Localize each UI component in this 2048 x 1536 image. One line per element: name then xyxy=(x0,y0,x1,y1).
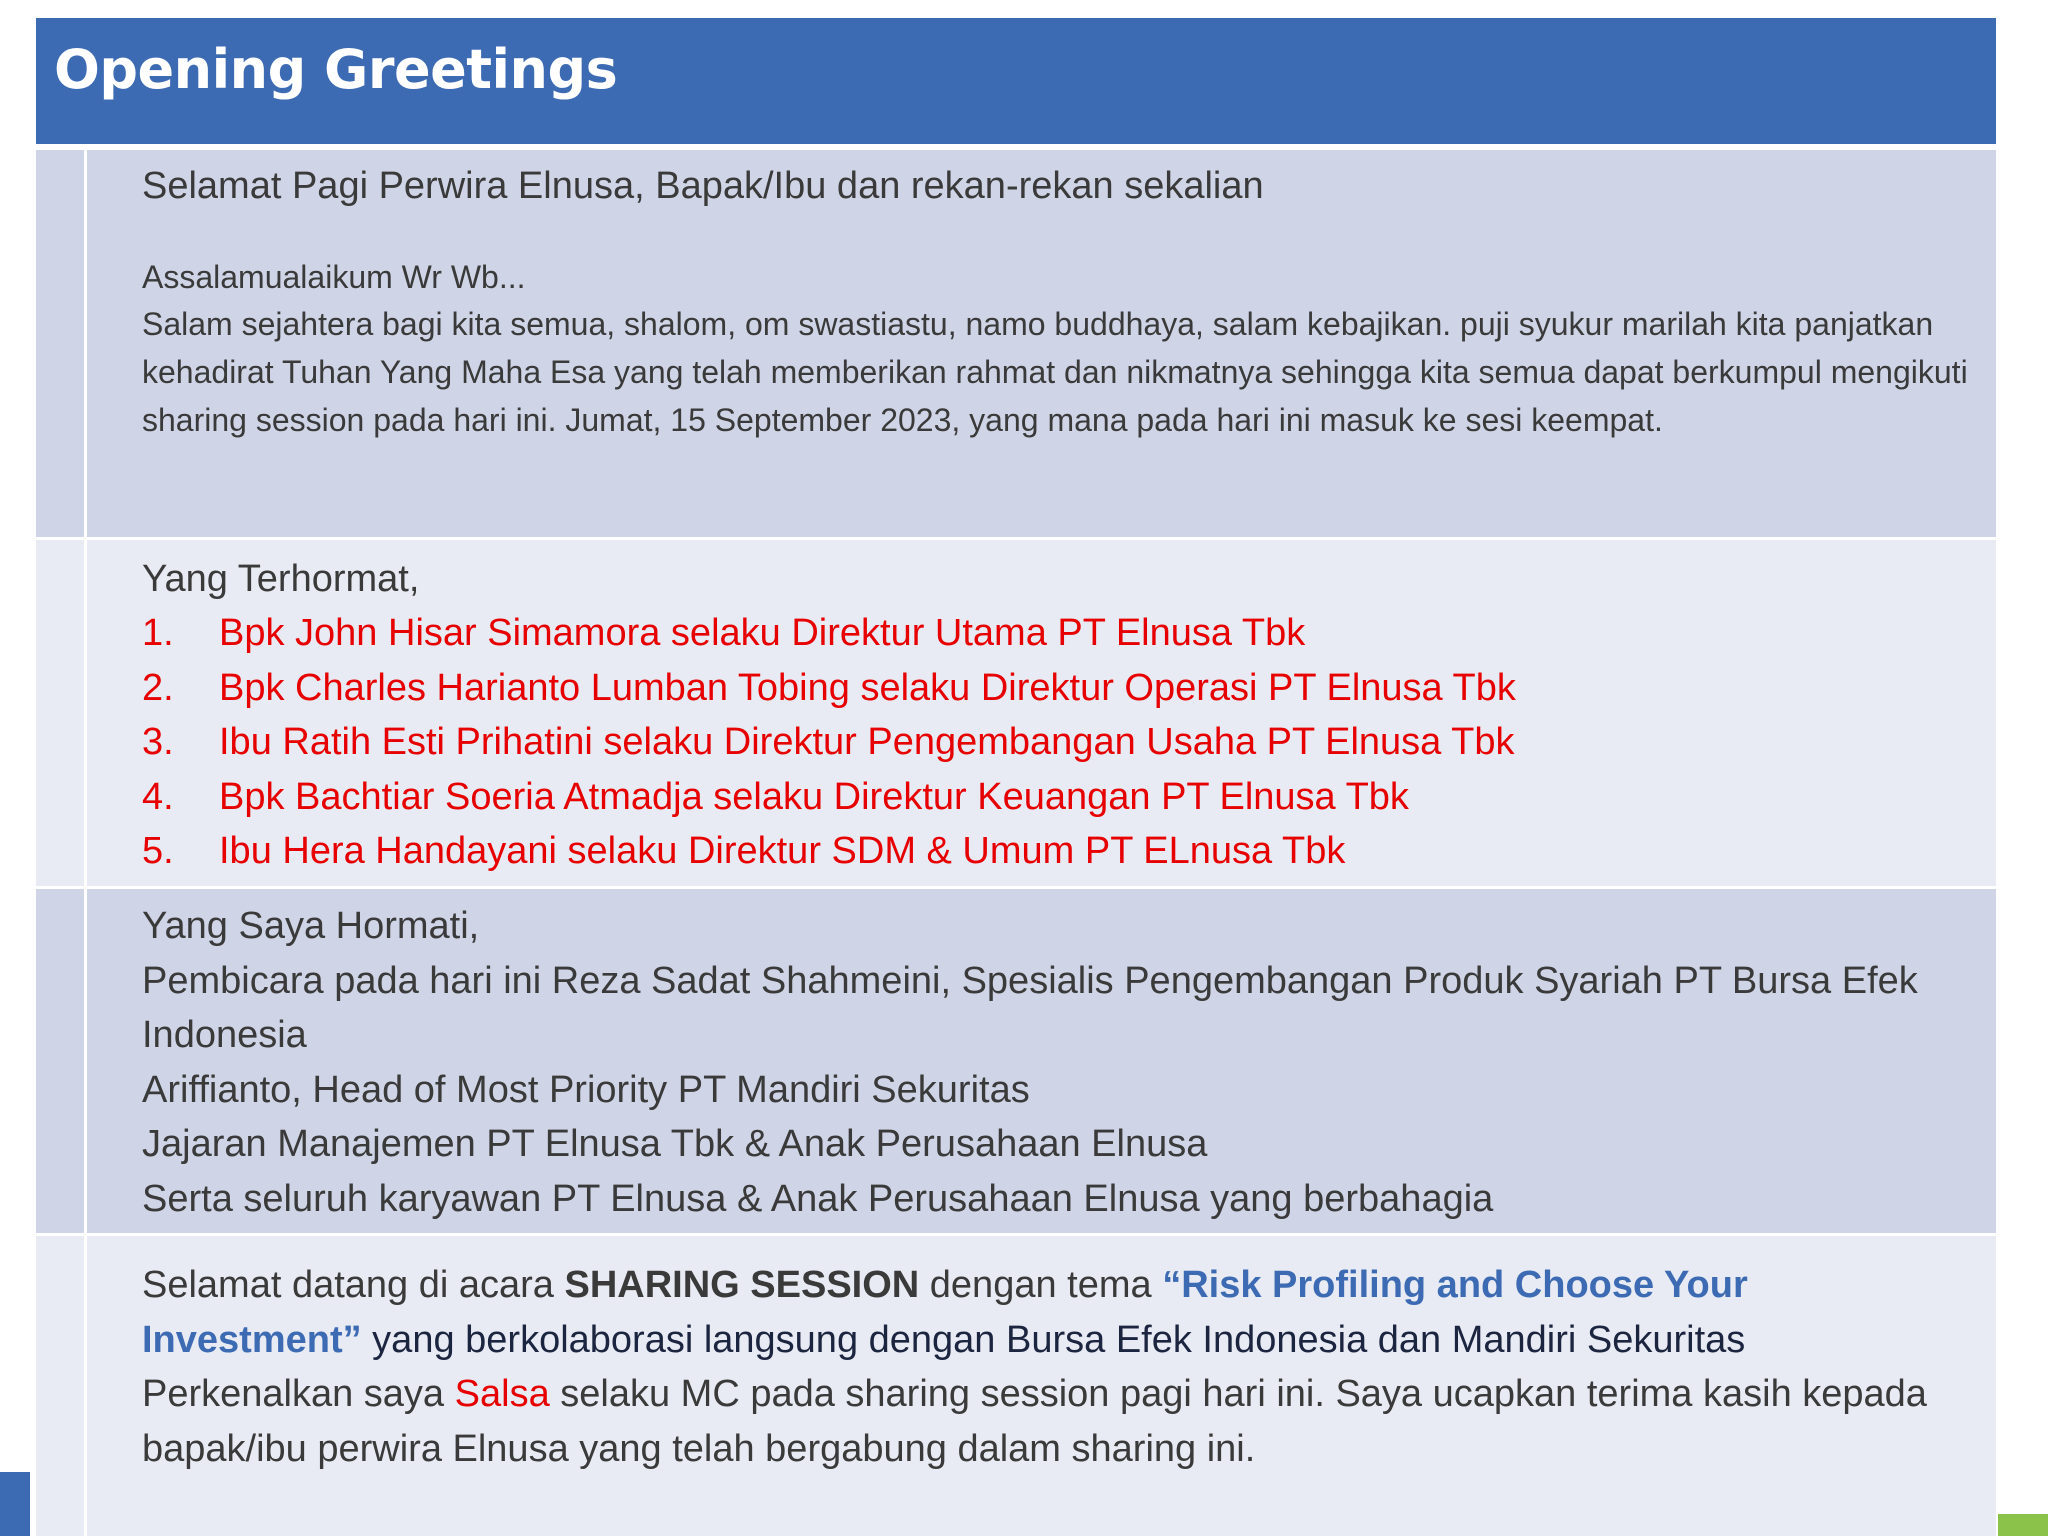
list-item xyxy=(142,606,1976,661)
respected-heading: Yang Saya Hormati, xyxy=(142,905,480,947)
theme-intro: dengan tema xyxy=(919,1264,1163,1306)
left-accent-bar xyxy=(0,1472,30,1536)
welcome-content xyxy=(84,1236,1996,1536)
respected-guests-content xyxy=(84,889,1996,1233)
list-text: Ibu Ratih Esti Prihatini selaku Direktur Pengembangan Usaha PT Elnusa Tbk xyxy=(219,721,1515,763)
section-gutter xyxy=(36,889,84,1233)
welcome-text: Selamat datang di acara xyxy=(142,1264,565,1306)
section-gutter xyxy=(36,150,84,537)
respected-guests-section xyxy=(36,889,1996,1233)
greeting-content xyxy=(84,150,1996,537)
slide-title: Opening Greetings xyxy=(54,38,618,101)
list-text: Bpk Charles Harianto Lumban Tobing selaku Direktur Operasi PT Elnusa Tbk xyxy=(219,666,1516,709)
event-name: SHARING SESSION xyxy=(564,1264,920,1306)
section-gutter xyxy=(36,1236,84,1536)
list-item xyxy=(142,715,1976,770)
welcome-section xyxy=(36,1236,1996,1536)
salam-paragraph: Salam sejahtera bagi kita semua, shalom, om swastiastu, namo buddhaya, salam kebajikan. puji syukur marilah kita panjatkan kehadirat Tuhan Yang Maha Esa yang telah memberikan rahmat dan nikmatnya sehingga kita semua dapat berkumpul mengikuti sharing session pada hari ini. Jumat, 15 September 2023, yang mana pada hari ini masuk ke sesi keempat. xyxy=(142,306,1968,438)
list-item xyxy=(142,824,1976,879)
list-number: 3. xyxy=(142,721,174,763)
list-number: 4. xyxy=(142,775,174,818)
event-theme: “Risk Profiling and Choose Your Investment” xyxy=(142,1264,1748,1361)
list-item xyxy=(142,661,1976,716)
speaker-line: Pembicara pada hari ini Reza Sadat Shahmeini, Spesialis Pengembangan Produk Syariah PT Bursa Efek Indonesia xyxy=(142,959,1918,1056)
list-number: 5. xyxy=(142,830,174,872)
directors-list xyxy=(142,606,1976,879)
list-text: Bpk Bachtiar Soeria Atmadja selaku Direktur Keuangan PT Elnusa Tbk xyxy=(219,775,1409,818)
list-item xyxy=(142,770,1976,825)
honored-guests-content xyxy=(84,540,1996,886)
honored-heading: Yang Terhormat, xyxy=(142,558,420,600)
list-number: 1. xyxy=(142,612,174,654)
intro-paragraph xyxy=(142,1367,1976,1476)
section-gutter xyxy=(36,540,84,886)
slide-header xyxy=(36,18,1996,144)
mc-name: Salsa xyxy=(454,1373,550,1415)
intro-suffix: selaku MC pada sharing session pagi hari ini. Saya ucapkan terima kasih kepada bapak/ibu perwira Elnusa yang telah bergabung dalam sharing ini. xyxy=(142,1373,1927,1470)
greeting-section xyxy=(36,150,1996,537)
honored-guests-section xyxy=(36,540,1996,886)
management-line: Jajaran Manajemen PT Elnusa Tbk & Anak Perusahaan Elnusa xyxy=(142,1123,1208,1165)
list-text: Bpk John Hisar Simamora selaku Direktur Utama PT Elnusa Tbk xyxy=(219,612,1306,654)
greeting-line: Selamat Pagi Perwira Elnusa, Bapak/Ibu dan rekan-rekan sekalian xyxy=(142,165,1264,207)
welcome-paragraph xyxy=(142,1258,1976,1367)
collab-text: yang berkolaborasi langsung dengan Bursa Efek Indonesia dan Mandiri Sekuritas xyxy=(361,1318,1746,1361)
assalam-line: Assalamualaikum Wr Wb... xyxy=(142,259,526,295)
list-text: Ibu Hera Handayani selaku Direktur SDM & Umum PT ELnusa Tbk xyxy=(219,830,1346,872)
list-number: 2. xyxy=(142,666,174,709)
employees-line: Serta seluruh karyawan PT Elnusa & Anak Perusahaan Elnusa yang berbahagia xyxy=(142,1177,1494,1220)
right-accent-bar xyxy=(1998,1514,2048,1536)
intro-text: Perkenalkan saya xyxy=(142,1373,455,1415)
speaker-line: Ariffianto, Head of Most Priority PT Mandiri Sekuritas xyxy=(142,1068,1030,1111)
